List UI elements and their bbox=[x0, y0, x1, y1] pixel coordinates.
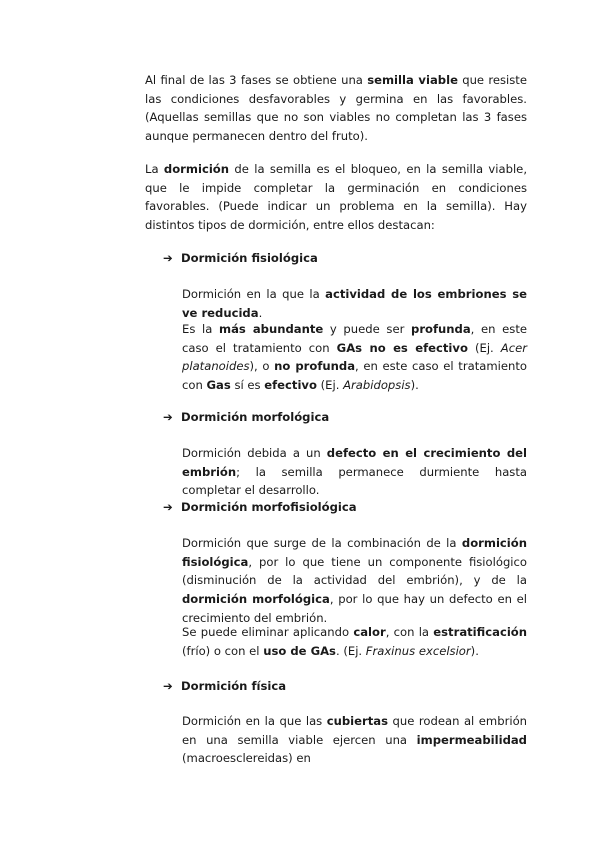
text: Dormición en la que la bbox=[182, 287, 326, 301]
species-name: Fraxinus excelsior bbox=[365, 643, 471, 658]
paragraph-morphophysiological-2 bbox=[182, 623, 527, 660]
bold-term: profunda bbox=[411, 322, 471, 336]
text: (macroesclereidas) en bbox=[182, 751, 311, 766]
heading-morphophysiological-dormancy bbox=[163, 498, 357, 517]
arrow-right-icon: ➔ bbox=[163, 251, 173, 265]
text: La bbox=[145, 162, 164, 176]
text: que resiste las condiciones desfavorables y germina en las favorables. (Aquellas semillas que no son viables no completan las 3 fases aunque permanecen dentro del fruto). bbox=[145, 73, 527, 144]
bold-term: defecto en el crecimiento del embrión bbox=[182, 446, 527, 479]
text: Es la bbox=[182, 322, 220, 336]
bold-term: cubiertas bbox=[326, 714, 388, 728]
bold-term: actividad de los embriones se ve reducida bbox=[182, 287, 527, 320]
text: . bbox=[258, 305, 263, 320]
text: Se puede eliminar aplicando bbox=[182, 625, 354, 639]
text: , en este caso el tratamiento con bbox=[182, 322, 528, 355]
bold-term: dormición bbox=[163, 162, 230, 176]
bold-term: efectivo bbox=[264, 378, 317, 393]
bold-term: estratificación bbox=[433, 625, 528, 639]
text: , en este caso el tratamiento con bbox=[182, 359, 527, 393]
bold-term: uso de GAs bbox=[263, 643, 336, 658]
text: ). bbox=[470, 643, 479, 658]
arrow-right-icon: ➔ bbox=[163, 679, 173, 693]
text: , con la bbox=[385, 625, 434, 639]
heading-physical-dormancy bbox=[163, 677, 286, 696]
heading-morphological-dormancy bbox=[163, 408, 329, 427]
species-name: Arabidopsis bbox=[343, 378, 411, 393]
bold-term: Gas bbox=[206, 378, 231, 393]
bold-term: impermeabilidad bbox=[416, 732, 527, 747]
text: (frío) o con el bbox=[182, 643, 264, 658]
bold-term: más abundante bbox=[219, 322, 324, 336]
bold-term: dormición fisiológica bbox=[182, 536, 527, 569]
paragraph-physiological-2 bbox=[182, 320, 527, 395]
heading-text: Dormición fisiológica bbox=[181, 251, 318, 265]
heading-text: Dormición morfofisiológica bbox=[181, 500, 357, 514]
text: ; la semilla permanece durmiente hasta completar el desarrollo. bbox=[182, 464, 527, 498]
text: y puede ser bbox=[323, 322, 412, 336]
paragraph-viable-seed bbox=[145, 71, 527, 146]
paragraph-morphological bbox=[182, 444, 527, 500]
paragraph-physiological-1 bbox=[182, 285, 527, 322]
text: ), o bbox=[249, 359, 275, 374]
text: de la semilla es el bloqueo, en la semilla viable, que le impide completar la germinación en condiciones favorables. (Puede indicar un problema en la semilla). Hay distintos tipos de dormición, entre ellos destacan: bbox=[145, 162, 528, 233]
text: Dormición en la que las bbox=[182, 714, 327, 728]
heading-text: Dormición morfológica bbox=[181, 410, 330, 424]
text: , por lo que tiene un componente fisiológico (disminución de la actividad del embrión), y de la bbox=[182, 554, 527, 588]
bold-term: GAs no es efectivo bbox=[336, 340, 468, 355]
bold-term: no profunda bbox=[274, 359, 356, 374]
bold-term: semilla viable bbox=[367, 73, 458, 87]
text: Dormición que surge de la combinación de la bbox=[182, 536, 462, 550]
text: sí es bbox=[230, 378, 265, 393]
text: (Ej. bbox=[316, 378, 344, 393]
text: Al final de las 3 fases se obtiene una bbox=[145, 73, 368, 87]
text: (Ej. bbox=[467, 340, 501, 355]
bold-term: calor bbox=[353, 625, 386, 639]
arrow-right-icon: ➔ bbox=[163, 500, 173, 514]
text: Dormición debida a un bbox=[182, 446, 327, 460]
text: , por lo que hay un defecto en el crecimiento del embrión. bbox=[182, 592, 527, 625]
text: ). bbox=[410, 378, 419, 393]
text: . (Ej. bbox=[335, 643, 366, 658]
paragraph-physical bbox=[182, 712, 527, 768]
paragraph-morphophysiological-1 bbox=[182, 534, 527, 628]
text: que rodean al embrión en una semilla viable ejercen una bbox=[182, 714, 528, 747]
paragraph-dormancy-definition bbox=[145, 160, 527, 235]
bold-term: dormición morfológica bbox=[182, 592, 330, 607]
arrow-right-icon: ➔ bbox=[163, 410, 173, 424]
species-name: Acer platanoides bbox=[182, 340, 527, 374]
heading-physiological-dormancy bbox=[163, 249, 318, 268]
heading-text: Dormición física bbox=[181, 679, 287, 693]
